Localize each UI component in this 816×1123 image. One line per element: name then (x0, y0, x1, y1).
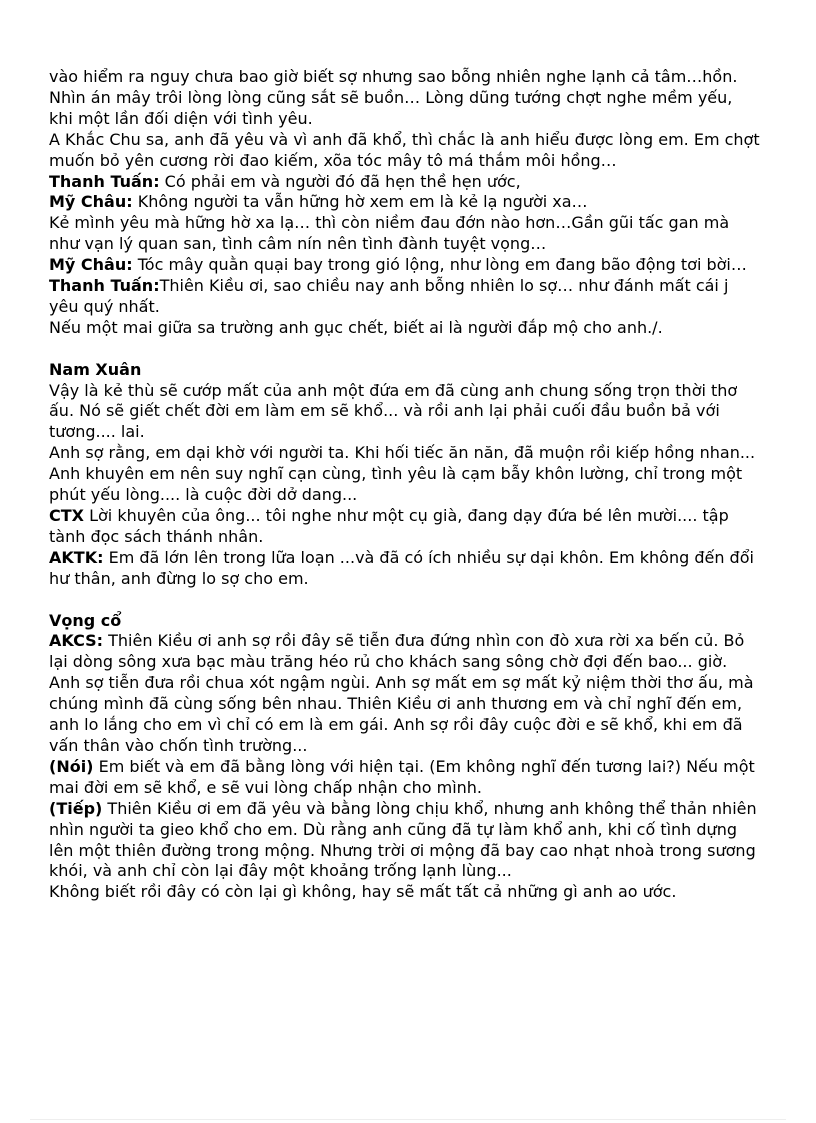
paragraph-text: Tóc mây quằn quại bay trong gió lộng, như lòng em đang bão động tơi bời… (132, 255, 747, 275)
paragraph (49, 318, 761, 339)
paragraph-text: Nhìn án mây trôi lòng lòng cũng sắt sẽ buồn… Lòng dũng tướng chợt nghe mềm yếu, khi một lần đối diện với tình yêu. (49, 87, 733, 128)
section-heading (49, 611, 761, 632)
paragraph-text: Anh sợ tiễn đưa rồi chua xót ngậm ngùi. Anh sợ mất em sợ mất kỷ niệm thời thơ ấu, mà chúng mình đã cùng sống bên nhau. Thiên Kiều ơi anh thương em và chỉ nghĩ đến em, anh lo lắng cho em vì chỉ có em là em gái. Anh sợ rồi đây cuộc đời e sẽ khổ, khi em đã vấn thân vào chốn tình trường... (49, 673, 754, 755)
paragraph (49, 673, 761, 757)
section-spacer (49, 339, 761, 360)
paragraph (49, 631, 761, 673)
section-heading-text: Vọng cổ (49, 610, 122, 630)
speaker-label: (Tiếp) (49, 798, 103, 818)
paragraph (49, 443, 761, 506)
paragraph (49, 255, 761, 276)
paragraph (49, 506, 761, 548)
paragraph-text: Vậy là kẻ thù sẽ cướp mất của anh một đứa em đã cùng anh chung sống trọn thời thơ ấu. Nó sẽ giết chết đời em làm em sẽ khổ... và rồi anh lại phải cuối đầu buồn bả với tương.... lai. (49, 380, 738, 442)
paragraph-text: Lời khuyên của ông... tôi nghe như một cụ già, đang dạy đứa bé lên mười.... tập tành đọc sách thánh nhân. (49, 506, 729, 546)
section-spacer (49, 590, 761, 611)
paragraph-text: Em đã lớn lên trong lữa loạn ...và đã có ích nhiều sự dại khôn. Em không đến đổi hư thân, anh đừng lo sợ cho em. (49, 547, 754, 588)
section-heading (49, 360, 761, 381)
paragraph (49, 213, 761, 255)
paragraph (49, 548, 761, 590)
speaker-label: Thanh Tuấn: (49, 171, 160, 191)
paragraph (49, 799, 761, 883)
speaker-label: Mỹ Châu: (49, 192, 133, 212)
paragraph-text: Thiên Kiều ơi anh sợ rồi đây sẽ tiễn đưa đứng nhìn con đò xưa rời xa bến củ. Bỏ lại dòng sông xưa bạc màu trăng héo rủ cho khách sang sông chờ đợi đến bao... giờ. (49, 631, 745, 672)
speaker-label: AKCS: (49, 631, 104, 651)
paragraph-text: Nếu một mai giữa sa trường anh gục chết, biết ai là người đắp mộ cho anh./. (49, 317, 663, 337)
paragraph (49, 192, 761, 213)
paragraph-text: Không người ta vẫn hững hờ xem em là kẻ lạ người xa… (132, 192, 588, 212)
speaker-label: (Nói) (49, 756, 94, 776)
paragraph-text: Thiên Kiều ơi em đã yêu và bằng lòng chịu khổ, nhưng anh không thể thản nhiên nhìn người ta gieo khổ cho em. Dù rằng anh cũng đã tự làm khổ anh, khi cố tình dựng lên một thiên đường trong mộng. Nhưng trời ơi mộng đã bay cao nhạt nhoà trong sương khói, và anh chỉ còn lại đây một khoảng trống lạnh lùng... (49, 798, 757, 881)
speaker-label: CTX (49, 506, 84, 526)
section-heading-text: Nam Xuân (49, 359, 142, 379)
paragraph (49, 130, 761, 172)
paragraph (49, 67, 761, 88)
paragraph (49, 882, 761, 903)
speaker-label: Thanh Tuấn: (49, 276, 160, 296)
paragraph-text: Kẻ mình yêu mà hững hờ xa lạ… thì còn niềm đau đớn nào hơn…Gần gũi tấc gan mà như vạn lý quan san, tình câm nín nên tình đành tuyệt vọng… (49, 213, 730, 254)
speaker-label: AKTK: (49, 547, 104, 567)
paragraph (49, 757, 761, 799)
document-page (49, 67, 761, 903)
paragraph (49, 381, 761, 444)
paragraph-text: Không biết rồi đây có còn lại gì không, hay sẽ mất tất cả những gì anh ao ước. (49, 882, 677, 902)
paragraph (49, 172, 761, 193)
paragraph-text: Em biết và em đã bằng lòng với hiện tại. (Em không nghĩ đến tương lai?) Nếu một mai đời em sẽ khổ, e sẽ vui lòng chấp nhận cho mình. (49, 756, 755, 797)
paragraph-text: Có phải em và người đó đã hẹn thề hẹn ước, (159, 171, 521, 191)
paragraph-text: vào hiểm ra nguy chưa bao giờ biết sợ nhưng sao bỗng nhiên nghe lạnh cả tâm…hồn. (49, 67, 738, 86)
paragraph (49, 276, 761, 318)
paragraph-text: Anh sợ rằng, em dại khờ với người ta. Khi hối tiếc ăn năn, đã muộn rồi kiếp hồng nhan... Anh khuyên em nên suy nghĩ cạn cùng, tình yêu là cạm bẫy khôn lường, chỉ trong một phút yếu lòng.... là cuộc đời dở dang... (49, 443, 756, 505)
paragraph-text: Thiên Kiều ơi, sao chiều nay anh bỗng nhiên lo sợ… như đánh mất cái j yêu quý nhất. (49, 276, 729, 316)
paragraph (49, 88, 761, 130)
speaker-label: Mỹ Châu: (49, 255, 133, 275)
paragraph-text: A Khắc Chu sa, anh đã yêu và vì anh đã khổ, thì chắc là anh hiểu được lòng em. Em chợt muốn bỏ yên cương rời đao kiếm, xõa tóc mây tô má thắm môi hồng… (49, 129, 760, 170)
page-bottom-divider (30, 1119, 786, 1120)
